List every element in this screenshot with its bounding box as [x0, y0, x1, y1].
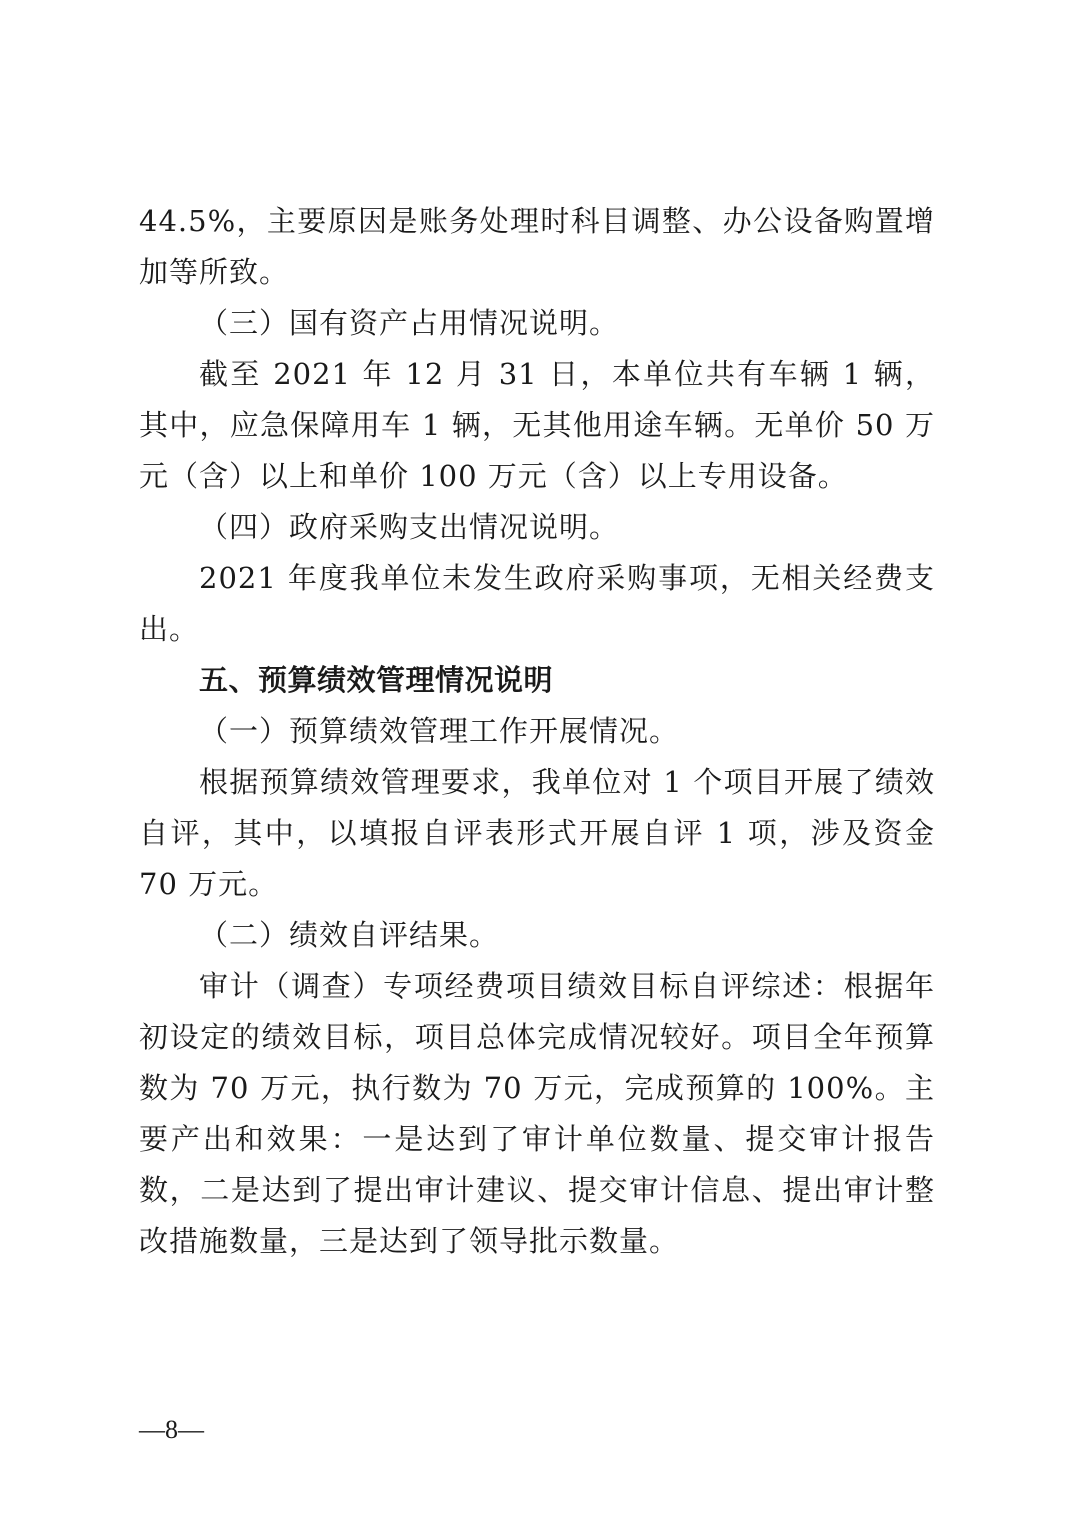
paragraph-performance-evaluation: 根据预算绩效管理要求，我单位对 1 个项目开展了绩效自评，其中，以填报自评表形式开展自评 1 项，涉及资金 70 万元。	[139, 765, 935, 901]
paragraph-asset-change-reason: 44.5%，主要原因是账务处理时科目调整、办公设备购置增加等所致。	[139, 204, 935, 289]
section-heading-performance: 五、预算绩效管理情况说明	[199, 663, 554, 697]
subheading-self-evaluation-result: （二）绩效自评结果。	[199, 918, 500, 952]
paragraph-procurement-none: 2021 年度我单位未发生政府采购事项，无相关经费支出。	[139, 561, 935, 646]
document-body	[139, 196, 935, 1267]
subheading-government-procurement: （四）政府采购支出情况说明。	[199, 510, 620, 544]
paragraph-vehicles-equipment: 截至 2021 年 12 月 31 日，本单位共有车辆 1 辆，其中，应急保障用车 1 辆，无其他用途车辆。无单价 50 万元（含）以上和单价 100 万元（含）以上专用设备。	[139, 357, 935, 493]
page-number: —8—	[139, 1415, 204, 1444]
subheading-performance-work: （一）预算绩效管理工作开展情况。	[199, 714, 680, 748]
paragraph-audit-project-summary: 审计（调查）专项经费项目绩效目标自评综述：根据年初设定的绩效目标，项目总体完成情况较好。项目全年预算数为 70 万元，执行数为 70 万元，完成预算的 100%。主要产出和效果：一是达到了审计单位数量、提交审计报告数，二是达到了提出审计建议、提交审计信息、提出审计整改措施数量，三是达到了领导批示数量。	[139, 969, 935, 1258]
subheading-state-assets: （三）国有资产占用情况说明。	[199, 306, 620, 340]
